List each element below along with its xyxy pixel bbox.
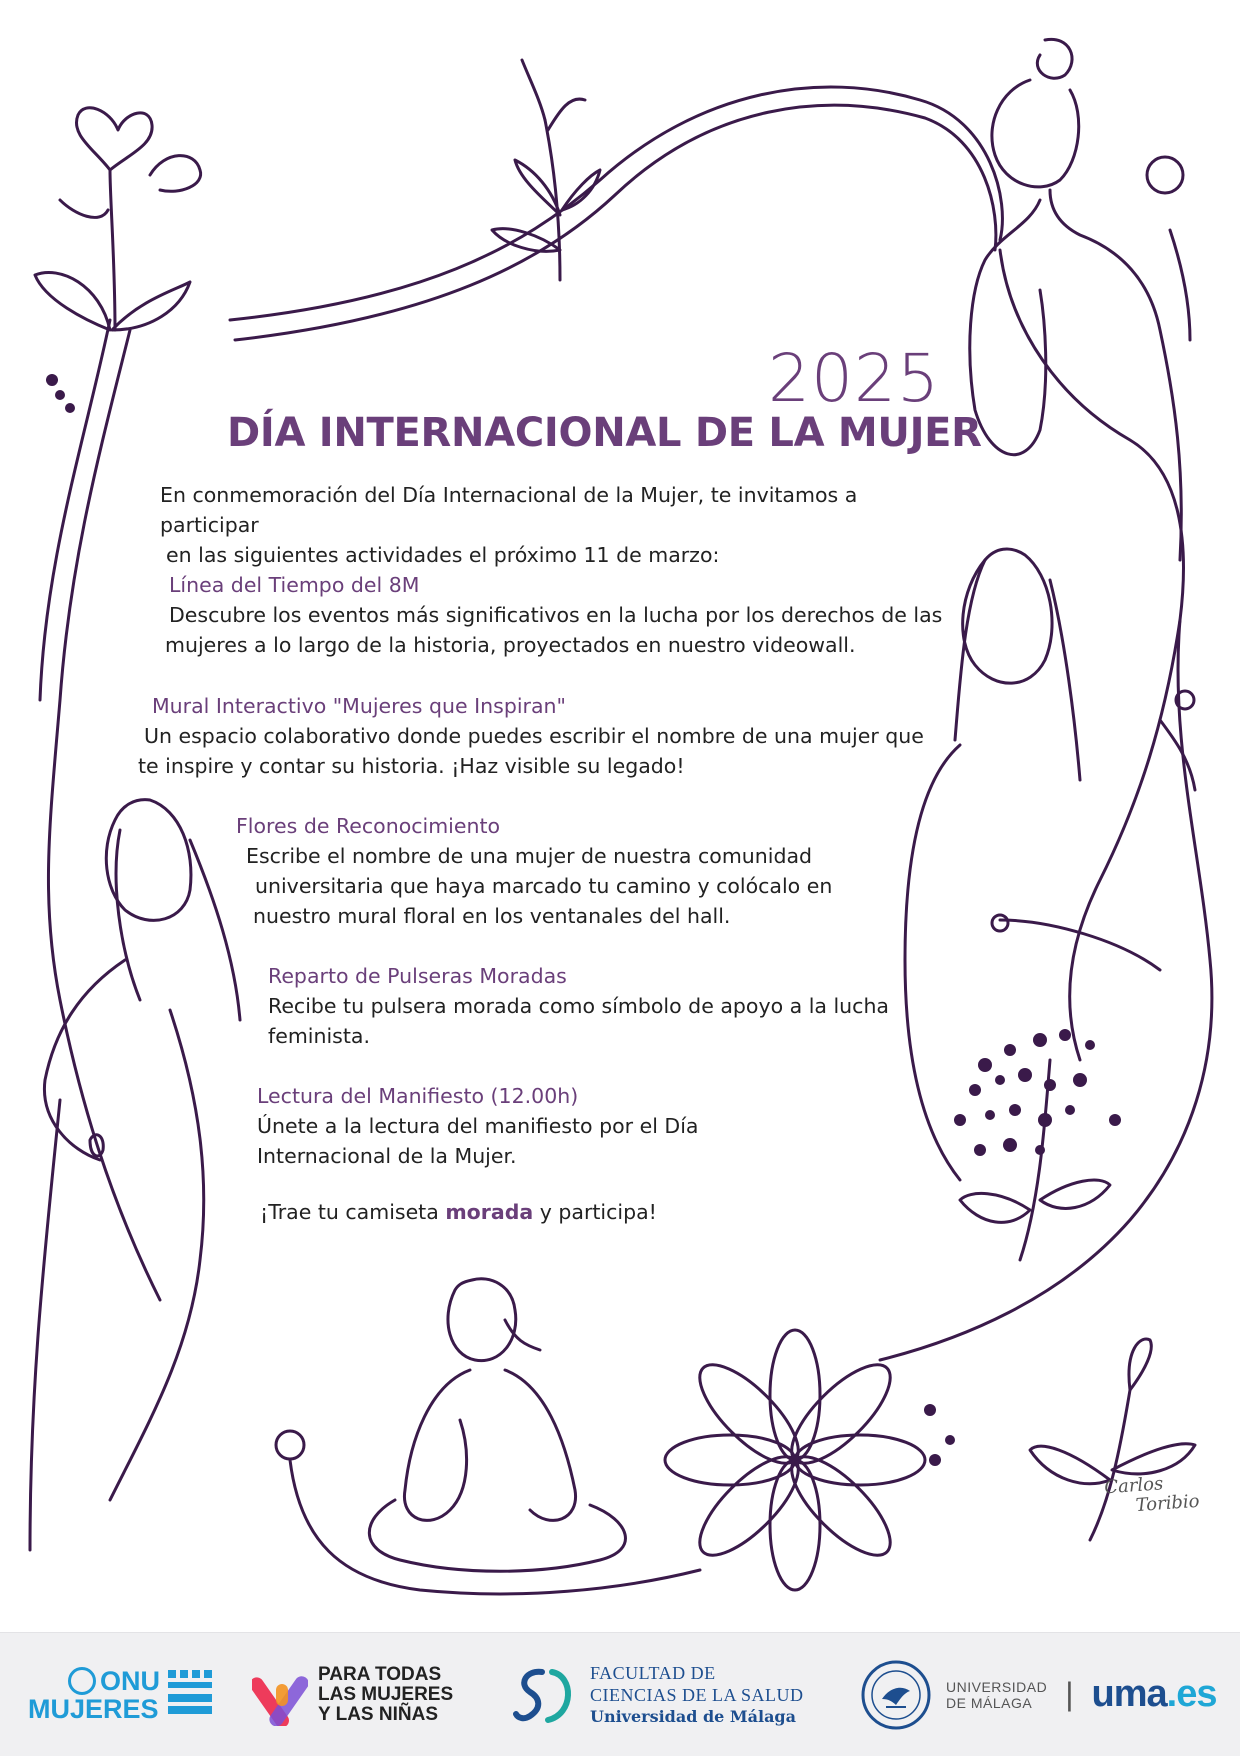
onu-equality-icon bbox=[166, 1668, 214, 1722]
facultad-line-2: CIENCIAS DE LA SALUD bbox=[590, 1684, 804, 1705]
para-todas-line-1 bbox=[318, 1665, 453, 1685]
closing-message bbox=[260, 1200, 657, 1224]
activity-title: Mural Interactivo "Mujeres que Inspiran" bbox=[152, 694, 566, 718]
flower-top-left bbox=[110, 170, 115, 330]
todas-text: TODAS bbox=[375, 1663, 442, 1685]
activity-line: Únete a la lectura del manifiesto por el Día bbox=[257, 1114, 699, 1138]
logo-para-todas bbox=[252, 1633, 453, 1756]
uma-line-1: UNIVERSIDAD bbox=[946, 1678, 1048, 1695]
activity-line: te inspire y contar su historia. ¡Haz visible su legado! bbox=[138, 754, 685, 778]
intro-line-2: en las siguientes actividades el próximo 11 de marzo: bbox=[166, 543, 720, 567]
left-stem bbox=[48, 330, 160, 1300]
activity-line: Escribe el nombre de una mujer de nuestra comunidad bbox=[246, 844, 813, 868]
page-title: DÍA INTERNACIONAL DE LA MUJER bbox=[227, 410, 982, 456]
facultad-line-3: Universidad de Málaga bbox=[590, 1706, 796, 1726]
uma-separator: | bbox=[1065, 1676, 1074, 1712]
para-text: PARA bbox=[318, 1663, 375, 1685]
woman-left bbox=[106, 800, 191, 921]
closing-before: ¡Trae tu camiseta bbox=[260, 1200, 446, 1224]
para-todas-line-3: Y LAS NIÑAS bbox=[318, 1703, 439, 1725]
activity-title: Lectura del Manifiesto (12.00h) bbox=[257, 1084, 579, 1108]
signature-line-1: Carlos bbox=[1103, 1473, 1164, 1499]
woman-right bbox=[963, 549, 1052, 683]
closing-after: y participa! bbox=[533, 1200, 657, 1224]
activity-flowers bbox=[236, 811, 832, 931]
activity-title: Reparto de Pulseras Moradas bbox=[268, 964, 567, 988]
mujeres-text: MUJERES bbox=[28, 1693, 159, 1724]
flower-top-right bbox=[1170, 230, 1190, 340]
signature-line-2: Toribio bbox=[1134, 1490, 1201, 1517]
activity-line: nuestro mural floral en los ventanales del hall. bbox=[253, 904, 731, 928]
right-ribbon bbox=[1000, 250, 1183, 1060]
x-mark-icon bbox=[252, 1664, 308, 1726]
logo-uma bbox=[860, 1633, 1216, 1756]
activity-bracelets bbox=[268, 961, 889, 1051]
activity-manifesto bbox=[257, 1081, 698, 1171]
activity-line: Internacional de la Mujer. bbox=[257, 1144, 517, 1168]
activity-line: Un espacio colaborativo donde puedes escribir el nombre de una mujer que bbox=[144, 724, 924, 748]
uma-line-2: DE MÁLAGA bbox=[946, 1694, 1033, 1711]
activity-line: feminista. bbox=[268, 1024, 370, 1048]
para-todas-line-2: LAS MUJERES bbox=[318, 1683, 454, 1705]
event-year: 2025 bbox=[768, 340, 940, 417]
intro-line-1: En conmemoración del Día Internacional de la Mujer, te invitamos a participar bbox=[160, 483, 858, 537]
onu-text: ONU bbox=[100, 1665, 160, 1696]
logo-facultad bbox=[512, 1633, 804, 1756]
artist-signature bbox=[1104, 1472, 1200, 1518]
footer-logos bbox=[0, 1632, 1240, 1756]
uma-seal-icon bbox=[860, 1659, 932, 1731]
activity-mural bbox=[138, 691, 924, 781]
closing-highlight: morada bbox=[445, 1200, 534, 1224]
woman-top-right bbox=[1037, 39, 1072, 78]
frame-ribbon bbox=[230, 87, 1002, 320]
logo-onu-mujeres bbox=[28, 1633, 214, 1756]
activity-line: Recibe tu pulsera morada como símbolo de apoyo a la lucha bbox=[268, 994, 889, 1018]
activity-line: Descubre los eventos más significativos en la lucha por los derechos de las bbox=[169, 603, 943, 627]
un-emblem-icon bbox=[68, 1667, 96, 1695]
activity-title: Flores de Reconocimiento bbox=[236, 814, 501, 838]
activity-title: Línea del Tiempo del 8M bbox=[169, 573, 420, 597]
berry-branch bbox=[1020, 1060, 1050, 1260]
facultad-line-1: FACULTAD DE bbox=[590, 1662, 716, 1683]
uma-domain-name: uma bbox=[1091, 1673, 1167, 1715]
activity-timeline bbox=[165, 570, 942, 660]
uma-domain bbox=[1092, 1673, 1217, 1716]
activity-line: universitaria que haya marcado tu camino y colócalo en bbox=[255, 874, 833, 898]
intro-text bbox=[160, 480, 950, 570]
uma-domain-tld: .es bbox=[1166, 1673, 1217, 1715]
activity-line: mujeres a lo largo de la historia, proyectados en nuestro videowall. bbox=[165, 633, 856, 657]
facultad-emblem-icon bbox=[512, 1662, 578, 1728]
daisy-bottom bbox=[665, 1330, 925, 1590]
